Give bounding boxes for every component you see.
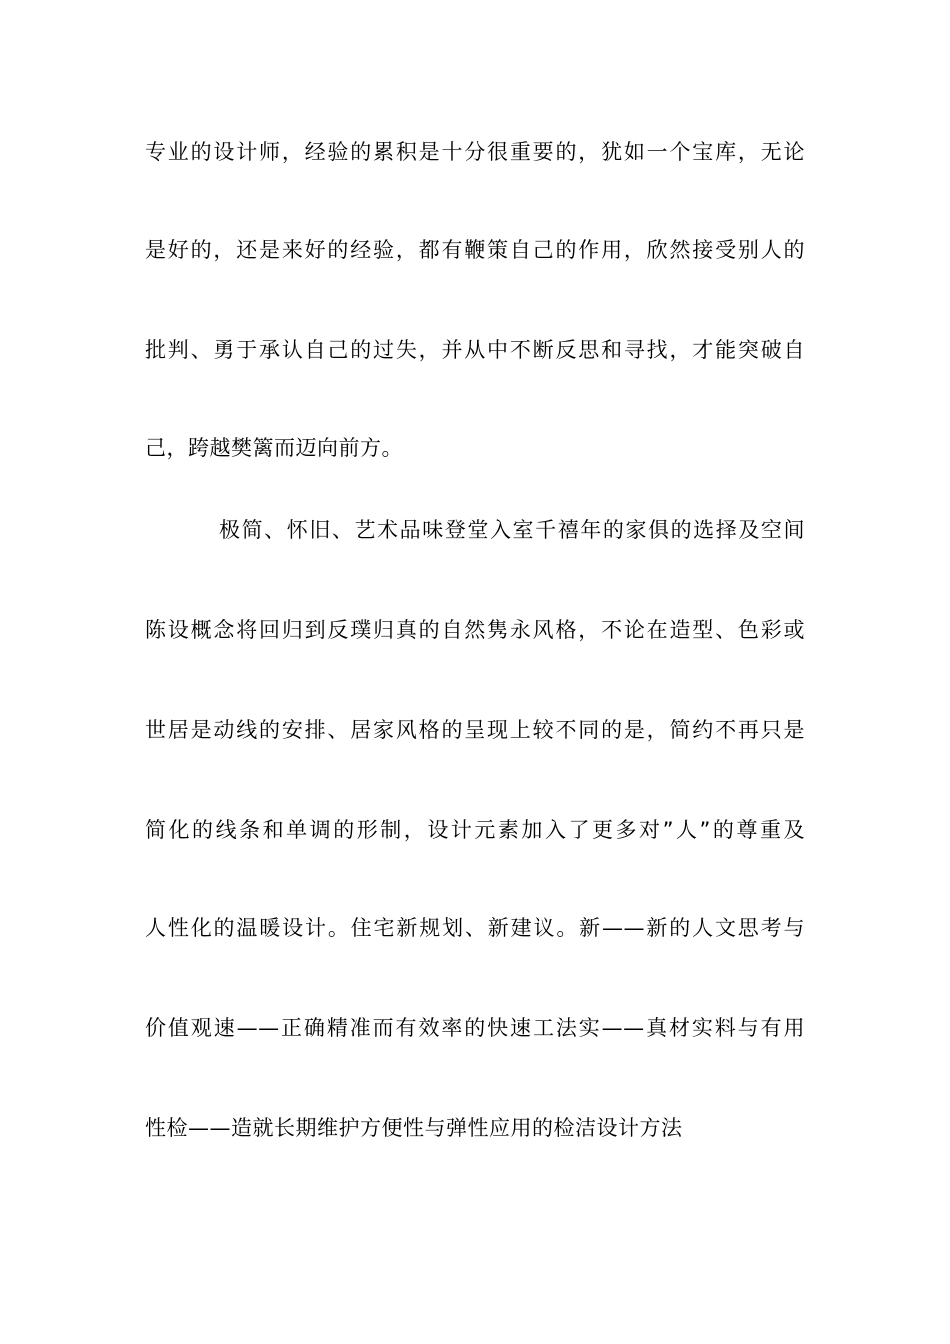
- text-line: 价值观速——正确精准而有效率的快速工法实——真材实料与有用: [145, 1016, 805, 1040]
- text-line: 性检——造就长期维护方便性与弹性应用的检洁设计方法: [145, 1116, 683, 1140]
- text-line: 批判、勇于承认自己的过失，并从中不断反思和寻找，才能突破自: [145, 338, 805, 362]
- text-line: 极简、怀旧、艺术品味登堂入室千禧年的家俱的选择及空间: [219, 518, 805, 542]
- text-line: 是好的，还是来好的经验，都有鞭策自己的作用，欣然接受别人的: [145, 238, 805, 262]
- text-line: 专业的设计师，经验的累积是十分很重要的，犹如一个宝库，无论: [145, 140, 805, 164]
- text-line: 己，跨越樊篱而迈向前方。: [145, 436, 403, 460]
- text-line: 陈设概念将回归到反璞归真的自然隽永风格，不论在造型、色彩或: [145, 618, 805, 642]
- text-line: 简化的线条和单调的形制，设计元素加入了更多对”人”的尊重及: [145, 818, 805, 842]
- text-line: 人性化的温暖设计。住宅新规划、新建议。新——新的人文思考与: [145, 916, 805, 940]
- text-line: 世居是动线的安排、居家风格的呈现上较不同的是，简约不再只是: [145, 718, 805, 742]
